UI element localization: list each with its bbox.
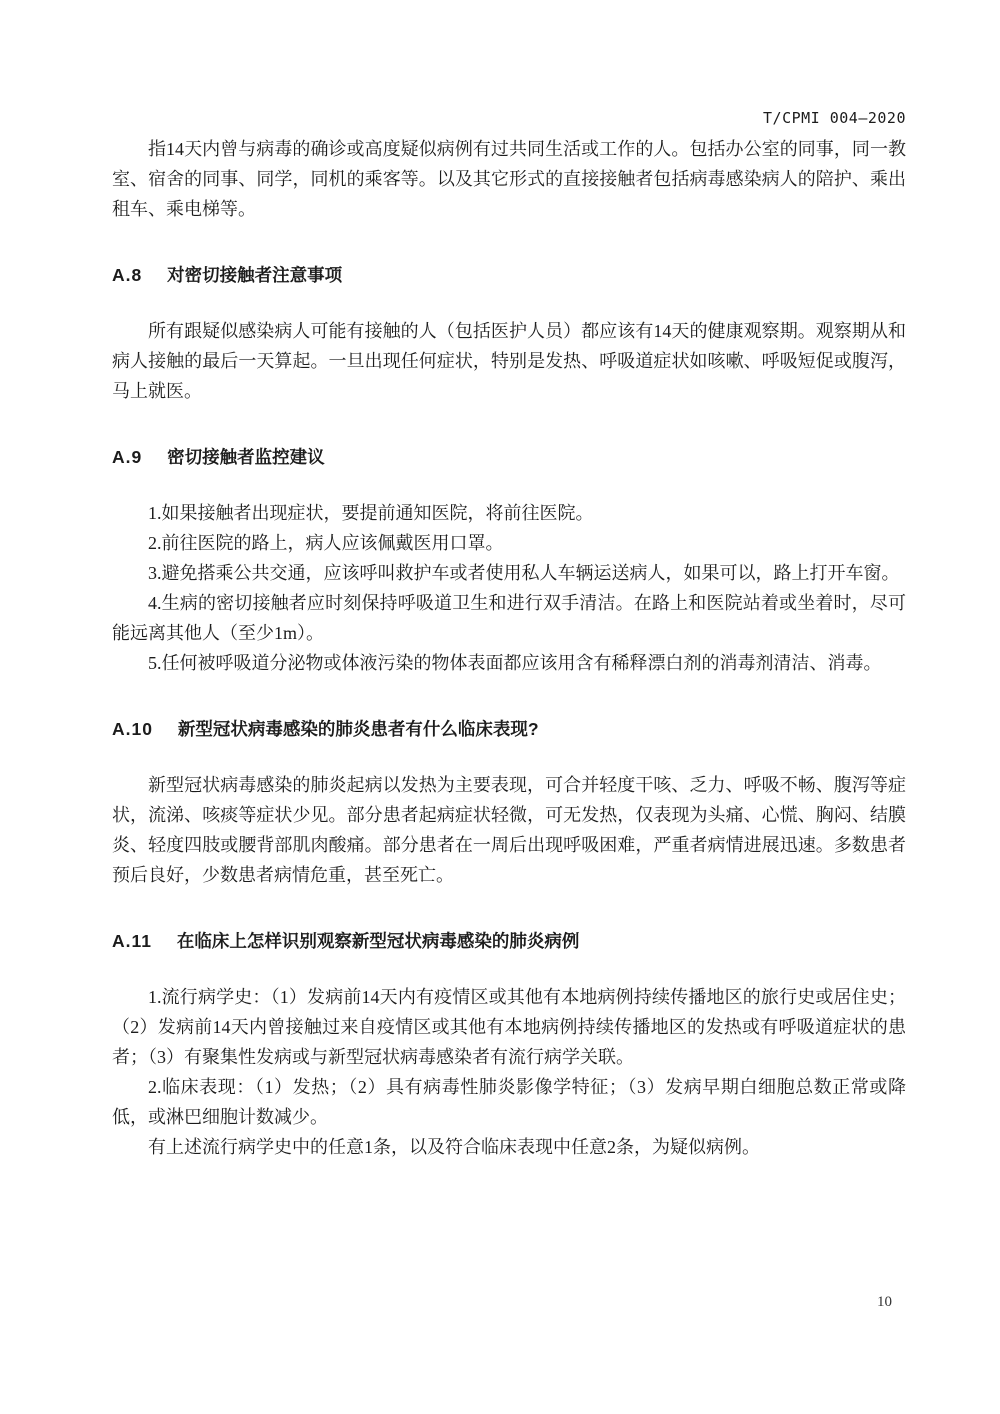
paragraph: 所有跟疑似感染病人可能有接触的人（包括医护人员）都应该有14天的健康观察期。观察期从和病人接触的最后一天算起。一旦出现任何症状，特别是发热、呼吸道症状如咳嗽、呼吸短促或腹泻，马上就医。 xyxy=(112,321,906,401)
paragraph: 2.临床表现：（1）发热；（2）具有病毒性肺炎影像学特征；（3）发病早期白细胞总数正常或降低，或淋巴细胞计数减少。 xyxy=(112,1077,906,1127)
section-number: A.10 xyxy=(112,719,153,739)
standard-code: T/CPMI 004—2020 xyxy=(763,109,906,127)
section-title: 新型冠状病毒感染的肺炎患者有什么临床表现? xyxy=(177,719,539,739)
section-heading xyxy=(112,446,906,468)
list-item: 3.避免搭乘公共交通，应该呼叫救护车或者使用私人车辆运送病人，如果可以，路上打开车窗。 xyxy=(148,563,900,583)
section-number: A.11 xyxy=(112,931,152,951)
section-a9 xyxy=(112,446,906,678)
document-header xyxy=(112,108,906,128)
section-a10 xyxy=(112,718,906,890)
section-a11 xyxy=(112,930,906,1162)
list-item: 1.如果接触者出现症状，要提前通知医院，将前往医院。 xyxy=(148,503,594,523)
section-title: 密切接触者监控建议 xyxy=(167,447,325,467)
document-content xyxy=(112,108,906,1162)
section-title: 对密切接触者注意事项 xyxy=(167,265,343,285)
list-item: 4.生病的密切接触者应时刻保持呼吸道卫生和进行双手清洁。在路上和医院站着或坐着时，尽可能远离其他人（至少1m）。 xyxy=(112,593,906,643)
paragraph: 有上述流行病学史中的任意1条，以及符合临床表现中任意2条，为疑似病例。 xyxy=(148,1137,760,1157)
list-item: 2.前往医院的路上，病人应该佩戴医用口罩。 xyxy=(148,533,504,553)
paragraph: 1.流行病学史：（1）发病前14天内有疫情区或其他有本地病例持续传播地区的旅行史或居住史；（2）发病前14天内曾接触过来自疫情区或其他有本地病例持续传播地区的发热或有呼吸道症状的患者；（3）有聚集性发病或与新型冠状病毒感染者有流行病学关联。 xyxy=(112,987,906,1067)
section-heading xyxy=(112,718,906,740)
paragraph: 新型冠状病毒感染的肺炎起病以发热为主要表现，可合并轻度干咳、乏力、呼吸不畅、腹泻等症状，流涕、咳痰等症状少见。部分患者起病症状轻微，可无发热，仅表现为头痛、心慌、胸闷、结膜炎、轻度四肢或腰背部肌肉酸痛。部分患者在一周后出现呼吸困难，严重者病情进展迅速。多数患者预后良好，少数患者病情危重，甚至死亡。 xyxy=(112,775,906,885)
section-number: A.8 xyxy=(112,265,143,285)
page-number: 10 xyxy=(877,1294,892,1310)
section-number: A.9 xyxy=(112,447,143,467)
section-heading xyxy=(112,930,906,952)
list-item: 5.任何被呼吸道分泌物或体液污染的物体表面都应该用含有稀释漂白剂的消毒剂清洁、消毒。 xyxy=(148,653,882,673)
intro-paragraph: 指14天内曾与病毒的确诊或高度疑似病例有过共同生活或工作的人。包括办公室的同事，同一教室、宿舍的同事、同学，同机的乘客等。以及其它形式的直接接触者包括病毒感染病人的陪护、乘出租车、乘电梯等。 xyxy=(112,139,906,219)
section-a8 xyxy=(112,264,906,406)
section-title: 在临床上怎样识别观察新型冠状病毒感染的肺炎病例 xyxy=(176,931,580,951)
section-heading xyxy=(112,264,906,286)
